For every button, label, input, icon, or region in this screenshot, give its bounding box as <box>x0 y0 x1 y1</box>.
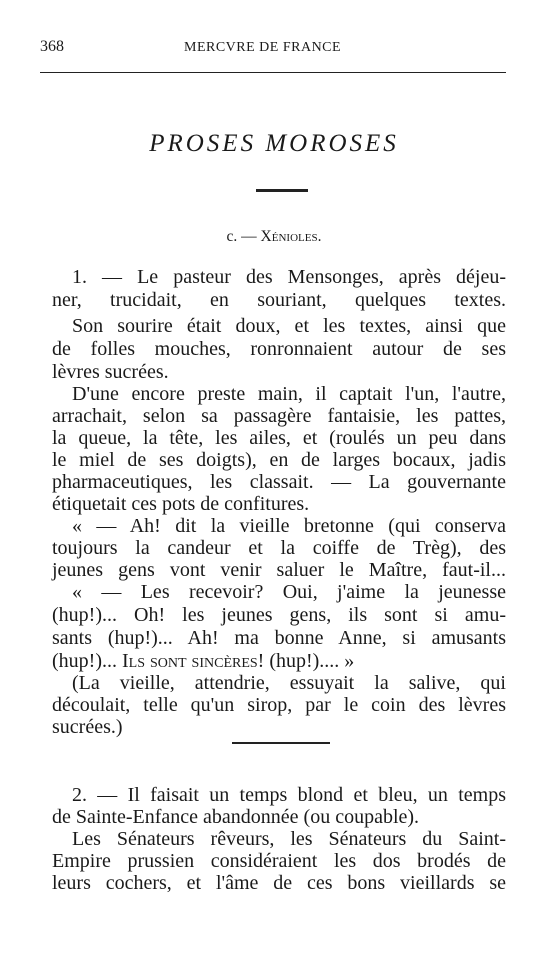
section-separator-rule <box>232 742 330 744</box>
text-line: lèvres sucrées. <box>52 361 169 383</box>
section-prefix: c. — <box>226 228 261 245</box>
text-line: leurs cochers, et l'âme de ces bons vieillards se <box>52 872 506 894</box>
text-line: D'une encore preste main, il captait l'un, l'autre, <box>72 383 506 405</box>
text-line: jeunes gens vont venir saluer le Maître, faut-il... <box>52 559 506 581</box>
text-line: la queue, la tête, les ailes, et (roulés un peu dans <box>52 427 506 449</box>
text-line: pharmaceutiques, les classait. — La gouvernante <box>52 471 506 493</box>
text-line: sucrées.) <box>52 716 123 738</box>
text-line: « — Les recevoir? Oui, j'aime la jeunesse <box>72 581 506 603</box>
text-line: de folles mouches, ronronnaient autour de ses <box>52 338 506 360</box>
text-line: arrachait, selon sa passagère fantaisie, les pattes, <box>52 405 506 427</box>
text-line: découlait, telle qu'un sirop, par le coin des lèvres <box>52 694 506 716</box>
text-line: (hup!)... Oh! les jeunes gens, ils sont si amu- <box>52 604 506 626</box>
text-line: Son sourire était doux, et les textes, ainsi que <box>72 315 506 337</box>
chapter-title: PROSES MOROSES <box>149 130 399 157</box>
running-header <box>40 38 508 60</box>
text-line: le miel de ses doigts), en de larges bocaux, jadis <box>52 449 506 471</box>
text-line: ner, trucidait, en souriant, quelques textes. <box>52 289 506 311</box>
section-heading <box>0 228 548 246</box>
running-title: MERCVRE DE FRANCE <box>184 40 342 55</box>
text-line: de Sainte-Enfance abandonnée (ou coupable). <box>52 806 420 828</box>
text-line: 2. — Il faisait un temps blond et bleu, un temps <box>72 784 506 806</box>
text-line: étiquetait ces pots de confitures. <box>52 493 310 515</box>
text-line: (hup!)... Ils sont sincères! (hup!).... » <box>52 650 355 672</box>
text-line: 1. — Le pasteur des Mensonges, après déjeu- <box>72 266 506 288</box>
title-rule <box>256 189 308 192</box>
section-name: Xénioles. <box>260 228 322 245</box>
text-line: (La vieille, attendrie, essuyait la salive, qui <box>72 672 506 694</box>
text-line: « — Ah! dit la vieille bretonne (qui conserva <box>72 515 506 537</box>
header-rule <box>40 72 506 73</box>
text-line: toujours la candeur et la coiffe de Trèg), des <box>52 537 506 559</box>
text-line: Empire prussien considéraient les dos brodés de <box>52 850 506 872</box>
text-line: Les Sénateurs rêveurs, les Sénateurs du Saint- <box>72 828 506 850</box>
page-number: 368 <box>40 38 64 55</box>
text-line: sants (hup!)... Ah! ma bonne Anne, si amusants <box>52 627 506 649</box>
